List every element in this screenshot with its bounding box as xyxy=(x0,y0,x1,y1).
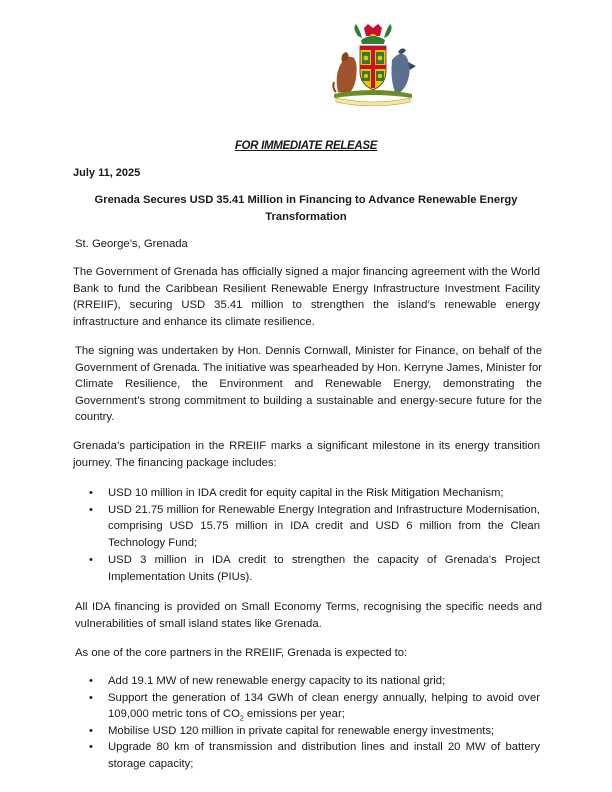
paragraph-intro: The Government of Grenada has officially signed a major financing agreement with the World Bank to fund the Caribbean Resilient Renewable Energy Infrastructure Investment Facility (RREIIF), securing USD 35.41 million to strengthen the island’s renewable energy infrastructure and enhance its climate resilience. xyxy=(73,266,540,328)
paragraph-ida-terms: All IDA financing is provided on Small Economy Terms, recognising the specific needs and vulnerabilities of small island states like Grenada. xyxy=(75,601,542,630)
list-item: • Upgrade 80 km of transmission and distribution lines and install 20 MW of battery storage capacity; xyxy=(73,739,540,772)
co2-subscript: 2 xyxy=(239,715,244,723)
dateline: St. George’s, Grenada xyxy=(75,238,188,250)
list-item xyxy=(73,690,540,723)
financing-list xyxy=(73,485,540,586)
list-item: • Add 19.1 MW of new renewable energy capacity to its national grid; xyxy=(73,673,540,690)
list-item: • Mobilise USD 120 million in private capital for renewable energy investments; xyxy=(73,723,540,740)
list-item: • USD 21.75 million for Renewable Energy Integration and Infrastructure Modernisation, comprising USD 15.75 million in IDA credit and USD 6 million from the Clean Technology Fund; xyxy=(73,502,540,552)
paragraph-expected: As one of the core partners in the RREIIF, Grenada is expected to: xyxy=(75,647,408,659)
co2-item-suffix: emissions per year; xyxy=(243,708,345,721)
co2-item-text: Support the generation of 134 GWh of clean energy annually, helping to avoid over 109,000 metric tons of CO xyxy=(108,691,540,721)
expected-outcomes-list xyxy=(73,673,540,773)
grenada-coat-of-arms-icon xyxy=(328,22,418,106)
list-item: • USD 10 million in IDA credit for equity capital in the Risk Mitigation Mechanism; xyxy=(73,485,540,502)
list-item: • USD 3 million in IDA credit to strengthen the capacity of Grenada’s Project Implementation Units (PIUs). xyxy=(73,552,540,585)
paragraph-signing: The signing was undertaken by Hon. Dennis Cornwall, Minister for Finance, on behalf of the Government of Grenada. The initiative was spearheaded by Hon. Kerryne James, Minister for Climate Resilience, the Environment and Renewable Energy, demonstrating the Government’s strong commitment to building a sustainable and energy-secure future for the country. xyxy=(75,345,542,424)
release-label: FOR IMMEDIATE RELEASE xyxy=(234,140,378,152)
headline: Grenada Secures USD 35.41 Million in Financing to Advance Renewable Energy Transformation xyxy=(94,194,518,223)
paragraph-participation: Grenada’s participation in the RREIIF marks a significant milestone in its energy transition journey. The financing package includes: xyxy=(73,440,540,469)
release-date: July 11, 2025 xyxy=(73,167,141,179)
